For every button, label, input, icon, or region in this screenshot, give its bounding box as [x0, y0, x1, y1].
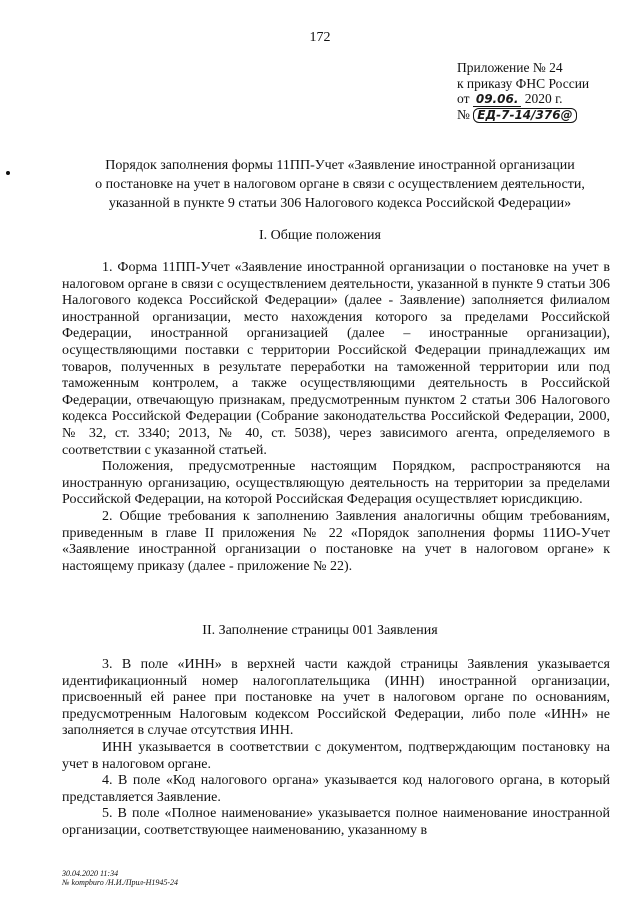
document-title: [60, 156, 620, 213]
paragraph-1-positions: Положения, предусмотренные настоящим Порядком, распространяются на иностранную организацию, осуществляющую деятельность на территории за пределами Российской Федерации, на которой Российская Федерация осуществляет юрисдикцию.: [62, 459, 610, 508]
footer-line-2: № kompburo /Н.И./Прил-Н1945-24: [62, 878, 179, 887]
approval-line-2: к приказу ФНС России: [457, 75, 590, 91]
section-2-body: [62, 657, 610, 840]
date-prefix: от: [457, 91, 470, 106]
paragraph-4: 4. В поле «Код налогового органа» указывается код налогового органа, в который представляется Заявление.: [62, 773, 610, 805]
footer-line-1: 30.04.2020 11:34: [62, 869, 119, 878]
footer: [62, 869, 178, 887]
title-line-3: указанной в пункте 9 статьи 306 Налогового кодекса Российской Федерации»: [108, 196, 572, 211]
section-1-heading: I. Общие положения: [259, 228, 381, 243]
paragraph-5: 5. В поле «Полное наименование» указывается полное наименование иностранной организации, соответствующее наименованию, указанному в: [62, 806, 610, 838]
approval-line-1: Приложение № 24: [457, 60, 563, 75]
number-prefix: №: [457, 107, 470, 122]
paragraph-3: 3. В поле «ИНН» в верхней части каждой страницы Заявления указывается идентификационный номер налогоплательщика (ИНН) иностранной организации, присвоенный ей ранее при постановке на учет в налоговом органе по основаниям, предусмотренным Налоговым кодексом Российской Федерации, либо поле «ИНН» не заполняется в случае отсутствия ИНН.: [62, 657, 610, 739]
section-2-heading: II. Заполнение страницы 001 Заявления: [202, 623, 438, 638]
paragraph-1: 1. Форма 11ПП-Учет «Заявление иностранной организации о постановке на учет в налоговом органе в связи с осуществлением деятельности, указанной в пункте 9 статьи 306 Налогового кодекса Российской Федерации» (далее - Заявление) заполняется филиалом иностранной организации, место нахождения которого за пределами Российской Федерации, иностранной организацией (далее – иностранные организации), осуществляющими поставки с территории Российской Федерации принадлежащих им товаров, полученных в результате переработки на таможенной территории или под таможенным контролем, а также осуществляющими деятельность в Российской Федерации, отвечающую признакам, предусмотренным пунктом 2 статьи 306 Налогового кодекса Российской Федерации (Собрание законодательства Российской Федерации, 2000, № 32, ст. 3340; 2013, № 40, ст. 5038), через зависимого агента, определяемого в соответствии с указанной статьей.: [62, 260, 610, 458]
handwritten-order-number: ЕД-7-14/376@: [473, 108, 576, 123]
handwritten-date: 09.06.: [473, 93, 522, 107]
title-line-1: Порядок заполнения формы 11ПП-Учет «Заявление иностранной организации: [105, 158, 575, 173]
page-number: 172: [309, 30, 331, 45]
approval-block: [457, 60, 627, 123]
margin-mark: [6, 171, 10, 175]
section-1-body: [62, 260, 610, 575]
paragraph-2: 2. Общие требования к заполнению Заявления аналогичны общим требованиям, приведенным в главе II приложения № 22 «Порядок заполнения формы 11ИО-Учет «Заявление иностранной организации о постановке на учет в налоговом органе» к настоящему приказу (далее - приложение № 22).: [62, 508, 610, 574]
date-suffix: 2020 г.: [524, 91, 563, 106]
approval-date-line: [457, 91, 627, 107]
paragraph-3-inn: ИНН указывается в соответствии с документом, подтверждающим постановку на учет в налоговом органе.: [62, 739, 610, 772]
approval-number-line: [457, 107, 627, 123]
title-line-2: о постановке на учет в налоговом органе в связи с осуществлением деятельности,: [95, 177, 585, 192]
